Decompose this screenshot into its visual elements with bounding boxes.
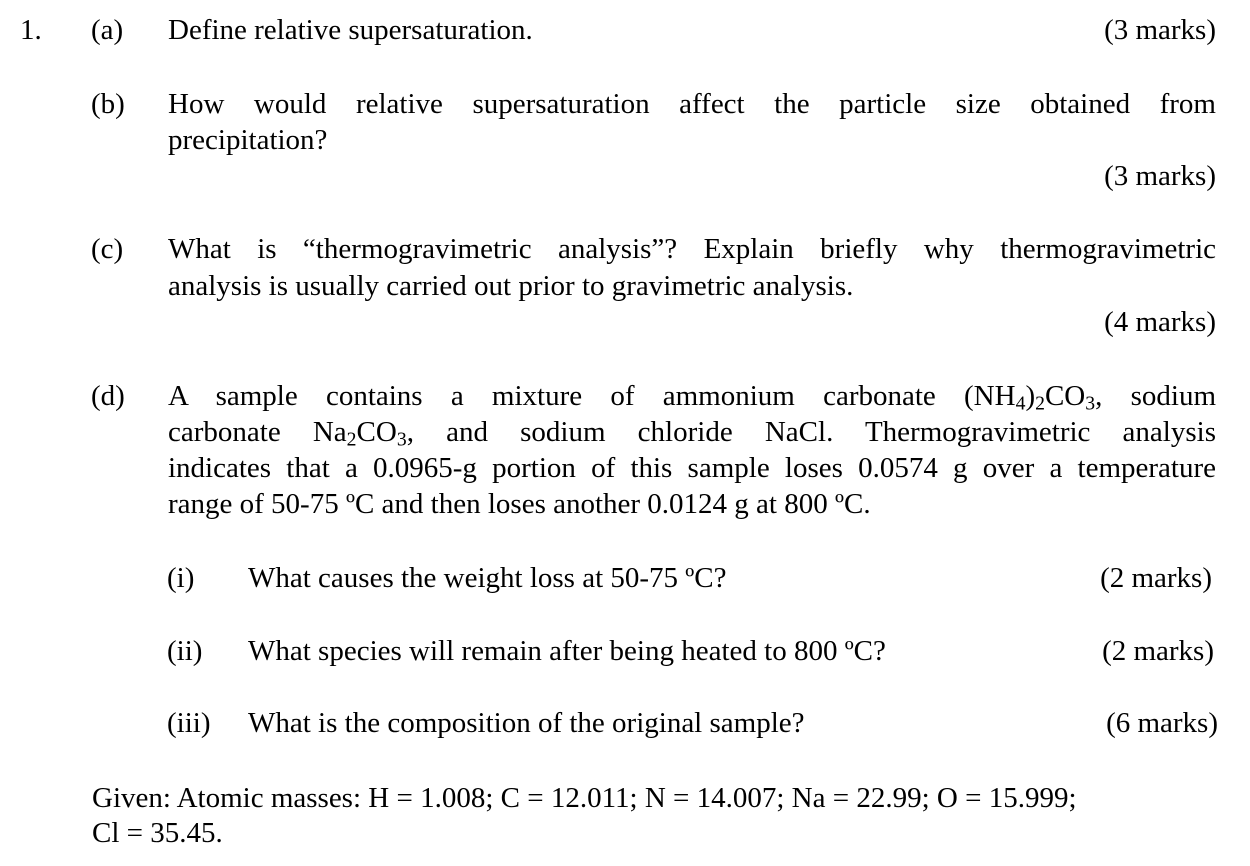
- part-a-label: (a): [91, 14, 124, 46]
- given-line2: Cl = 35.45.: [92, 817, 223, 849]
- part-d-line2: carbonate $Na_2CO_3$, and sodium chloride NaCl. Thermogravimetric analysis: [168, 416, 1216, 451]
- part-a-marks: (3 marks): [1104, 14, 1216, 46]
- part-a-text: Define relative supersaturation.: [168, 14, 533, 46]
- subpart-i-label: (i): [167, 562, 195, 594]
- subpart-i-marks: (2 marks): [1100, 562, 1212, 594]
- subpart-iii-label: (iii): [167, 707, 211, 739]
- part-b-line2: precipitation?: [168, 124, 328, 156]
- part-d-line4: range of 50-75 ºC and then loses another 0.0124 g at 800 ºC.: [168, 488, 871, 520]
- part-c-line1: What is “thermogravimetric analysis”? Explain briefly why thermogravimetric: [168, 233, 1216, 265]
- subpart-i-text: What causes the weight loss at 50-75 ºC?: [248, 562, 727, 594]
- part-b-marks: (3 marks): [1104, 160, 1216, 192]
- subpart-iii-text: What is the composition of the original sample?: [248, 707, 805, 739]
- part-b-label: (b): [91, 88, 125, 120]
- given-line1: Given: Atomic masses: H = 1.008; C = 12.011; N = 14.007; Na = 22.99; O = 15.999;: [92, 782, 1077, 814]
- question-number: 1.: [20, 14, 42, 46]
- part-b-line1: How would relative supersaturation affect the particle size obtained from: [168, 88, 1216, 120]
- part-d-label: (d): [91, 380, 125, 412]
- part-d-line3: indicates that a 0.0965-g portion of this sample loses 0.0574 g over a temperature: [168, 452, 1216, 484]
- subpart-ii-marks: (2 marks): [1102, 635, 1214, 667]
- subpart-ii-text: What species will remain after being heated to 800 ºC?: [248, 635, 886, 667]
- subpart-iii-marks: (6 marks): [1106, 707, 1218, 739]
- subpart-ii-label: (ii): [167, 635, 203, 667]
- part-c-label: (c): [91, 233, 124, 265]
- part-c-line2: analysis is usually carried out prior to gravimetric analysis.: [168, 270, 854, 302]
- part-d-line1: A sample contains a mixture of ammonium carbonate $(NH_4)_2CO_3$, sodium: [168, 380, 1217, 415]
- part-c-marks: (4 marks): [1104, 306, 1216, 338]
